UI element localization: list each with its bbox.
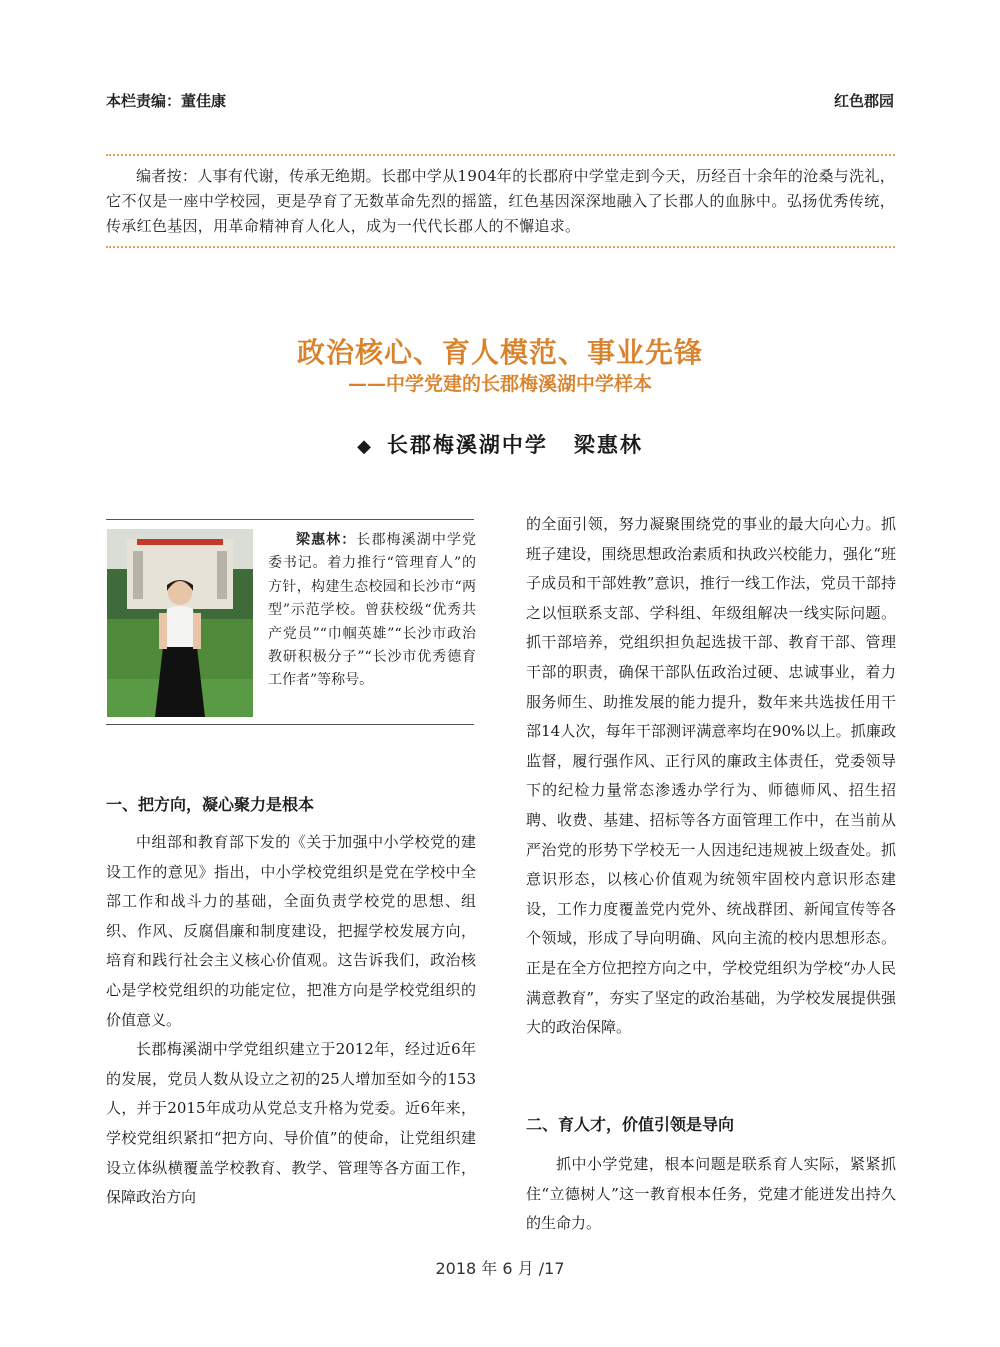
byline — [0, 429, 1000, 459]
dotted-divider-bottom — [106, 246, 895, 248]
profile-rule-top — [106, 519, 474, 520]
author-photo — [107, 529, 253, 717]
profile-name: 梁惠林： — [296, 532, 357, 548]
profile-bio: 长郡梅溪湖中学党委书记。着力推行“管理育人”的方针，构建生态校园和长沙市“两型”示范学校。曾获校级“优秀共产党员”“巾帼英雄”“长沙市政治教研积极分子”“长沙市优秀德育工作者”等称号。 — [268, 532, 477, 689]
section-heading-2: 二、育人才，价值引领是导向 — [526, 1115, 735, 1134]
right-column-lower — [526, 1150, 896, 1239]
byline-school: 长郡梅溪湖中学 — [386, 432, 548, 457]
author-profile — [268, 529, 476, 693]
section-name: 红色郡园 — [833, 92, 894, 110]
paragraph: 抓中小学党建，根本问题是联系育人实际，紧紧抓住“立德树人”这一教育根本任务，党建才能迸发出持久的生命力。 — [526, 1155, 896, 1233]
section-heading-1: 一、把方向，凝心聚力是根本 — [106, 795, 315, 814]
profile-rule-bottom — [106, 724, 474, 725]
paragraph: 长郡梅溪湖中学党组织建立于2012年，经过近6年的发展，党员人数从设立之初的25人增加至如今的153人，并于2015年成功从党总支升格为党委。近6年来，学校党组织紧扣“把方向、导价值”的使命，让党组织建设立体纵横覆盖学校教育、教学、管理等各方面工作，保障政治方向 — [106, 1040, 476, 1207]
editor-note: 编者按：人事有代谢，传承无绝期。长郡中学从1904年的长郡府中学堂走到今天，历经百十余年的沧桑与洗礼，它不仅是一座中学校园，更是孕育了无数革命先烈的摇篮，红色基因深深地融入了长郡人的血脉中。弘扬优秀传统，传承红色基因，用革命精神育人化人，成为一代代长郡人的不懈追求。 — [106, 167, 895, 235]
diamond-icon: ◆ — [357, 436, 373, 457]
editor-label: 本栏责编：董佳康 — [106, 92, 227, 110]
page-number: 2018 年 6 月 /17 — [435, 1259, 565, 1278]
byline-author: 梁惠林 — [573, 432, 643, 457]
dotted-divider-top — [106, 154, 895, 156]
right-column — [526, 510, 896, 1043]
left-column — [106, 828, 476, 1213]
article-title: 政治核心、育人模范、事业先锋 — [296, 336, 703, 369]
paragraph: 中组部和教育部下发的《关于加强中小学校党的建设工作的意见》指出，中小学校党组织是党在学校中全部工作和战斗力的基础，全面负责学校党的思想、组织、作风、反腐倡廉和制度建设，把握学校发展方向，培育和践行社会主义核心价值观。这告诉我们，政治核心是学校党组织的功能定位，把准方向是学校党组织的价值意义。 — [106, 833, 476, 1029]
paragraph: 的全面引领，努力凝聚围绕党的事业的最大向心力。抓班子建设，围绕思想政治素质和执政兴校能力，强化“班子成员和干部姓教”意识，推行一线工作法，党员干部持之以恒联系支部、学科组、年级组解决一线实际问题。抓干部培养，党组织担负起选拔干部、教育干部、管理干部的职责，确保干部队伍政治过硬、忠诚事业，着力服务师生、助推发展的能力提升，数年来共选拔任用干部14人次，每年干部测评满意率均在90%以上。抓廉政监督，履行强作风、正行风的廉政主体责任，党委领导下的纪检力量常态渗透办学行为、师德师风、招生招聘、收费、基建、招标等各方面管理工作中，在当前从严治党的形势下学校无一人因违纪违规被上级查处。抓意识形态，以核心价值观为统领牢固校内意识形态建设，工作力度覆盖党内党外、统战群团、新闻宣传等各个领域，形成了导向明确、风向主流的校内思想形态。正是在全方位把控方向之中，学校党组织为学校“办人民满意教育”，夯实了坚定的政治基础，为学校发展提供强大的政治保障。 — [526, 515, 896, 1037]
banner-icon — [137, 539, 223, 545]
article-subtitle: ——中学党建的长郡梅溪湖中学样本 — [347, 373, 652, 395]
